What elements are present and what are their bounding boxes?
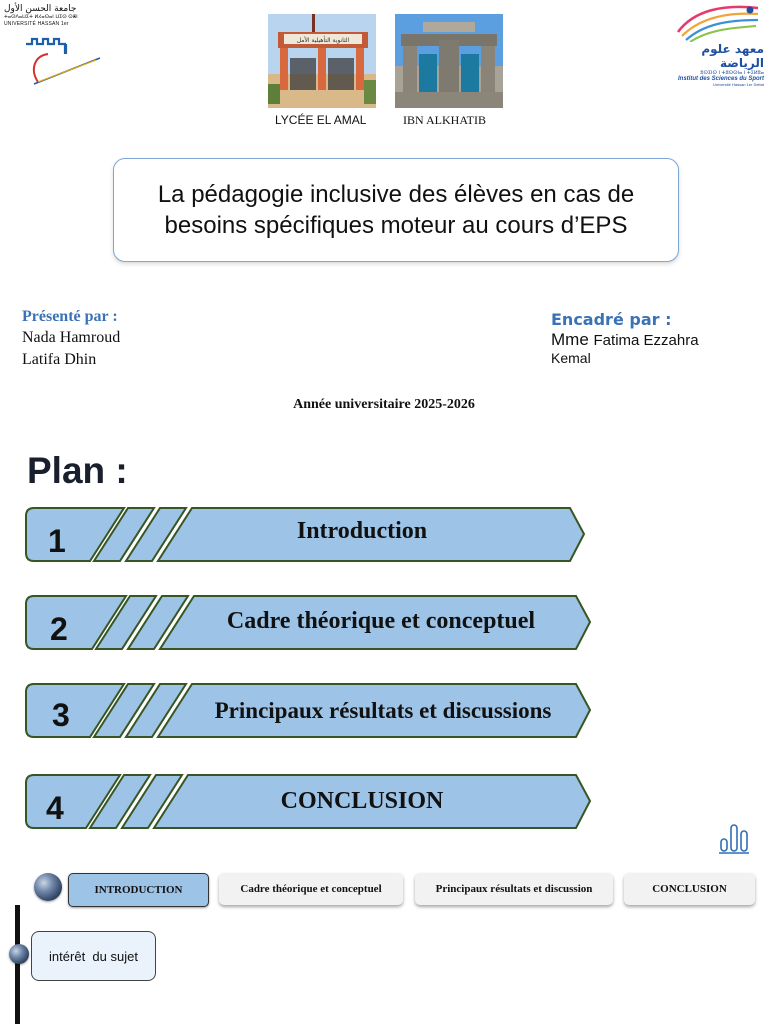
plan-number-1: 1 [48, 523, 66, 559]
presenter-name-1: Nada Hamroud [22, 329, 121, 346]
plan-number-2: 2 [50, 611, 68, 647]
tab-conclusion[interactable]: CONCLUSION [624, 873, 755, 905]
supervisor-title: Mme [551, 330, 589, 349]
university-tifinagh-name: ⵜⴰⵙⴷⴰⵡⵉⵜ ⵍⵃⴰⵙⴰⵏ ⵡⵉⵙ ⵙⴻⵏ [4, 14, 78, 20]
presenter-name-2: Latifa Dhin [22, 351, 97, 368]
tab-introduction[interactable]: INTRODUCTION [68, 873, 209, 907]
plan-label-2: Cadre théorique et conceptuel [226, 608, 536, 634]
school-sign-text: الثانوية التأهيلية الأمل [296, 37, 350, 44]
timeline-line [15, 905, 20, 1024]
tab-principaux-resultats[interactable]: Principaux résultats et discussion [415, 873, 613, 905]
university-arabic-name: جامعة الحسن الأول [4, 4, 77, 14]
institute-logo [664, 2, 764, 86]
academic-year: Année universitaire 2025-2026 [293, 397, 475, 412]
supervisor-last-name: Kemal [551, 350, 591, 366]
globe-icon [34, 873, 62, 901]
plan-number-3: 3 [52, 697, 70, 733]
plan-title: Plan : [27, 450, 128, 491]
sport-runner-emblem-icon [674, 2, 764, 42]
supervised-by-label: Encadré par : [551, 310, 672, 329]
globe-icon [9, 944, 29, 964]
title-box [113, 158, 679, 262]
lycee-el-amal-photo [268, 14, 376, 108]
photo-caption-ibn-alkhatib: IBN ALKHATIB [403, 113, 486, 127]
presented-by-label: Présenté par : [22, 308, 118, 325]
sub-item-label: intérêt du sujet [49, 948, 138, 964]
sub-item-interet-du-sujet[interactable] [31, 931, 156, 981]
photo-caption-lycee: LYCÉE EL AMAL [275, 113, 367, 127]
ibn-alkhatib-photo [395, 14, 503, 108]
plan-item-cadre[interactable] [24, 594, 594, 652]
university-logo [4, 4, 100, 88]
plan-item-introduction[interactable] [24, 506, 594, 564]
plan-item-conclusion[interactable] [24, 773, 594, 831]
university-emblem-icon [4, 30, 100, 88]
bar-chart-icon[interactable] [718, 821, 750, 855]
plan-label-1: Introduction [296, 518, 428, 544]
page-title: La pédagogie inclusive des élèves en cas de besoins spécifiques moteur au cours d’EPS [157, 181, 635, 239]
institute-french-name: Institut des Sciences du Sport [677, 76, 764, 82]
plan-item-resultats[interactable] [24, 682, 594, 740]
supervisor-first-name: Fatima Ezzahra [593, 332, 699, 349]
university-latin-name: UNIVERSITÉ HASSAN 1er [4, 21, 69, 27]
supervisor-name-line1 [551, 330, 699, 350]
plan-label-4: CONCLUSION [280, 788, 444, 814]
plan-label-3: Principaux résultats et discussions [214, 698, 552, 723]
tab-cadre-theorique[interactable]: Cadre théorique et conceptuel [219, 873, 403, 905]
plan-number-4: 4 [46, 790, 64, 826]
institute-tifinagh-name: ⵓⵙⵉⵏⵙ ⵏ ⵜⵓⵙⵙⵏⴰ ⵏ ⵜⵉⵍⵓⴰ [700, 70, 764, 76]
institute-arabic-name: معهد علوم الرياضة [701, 42, 764, 70]
institute-sub-name: Université Hassan 1er Settat [713, 82, 764, 87]
